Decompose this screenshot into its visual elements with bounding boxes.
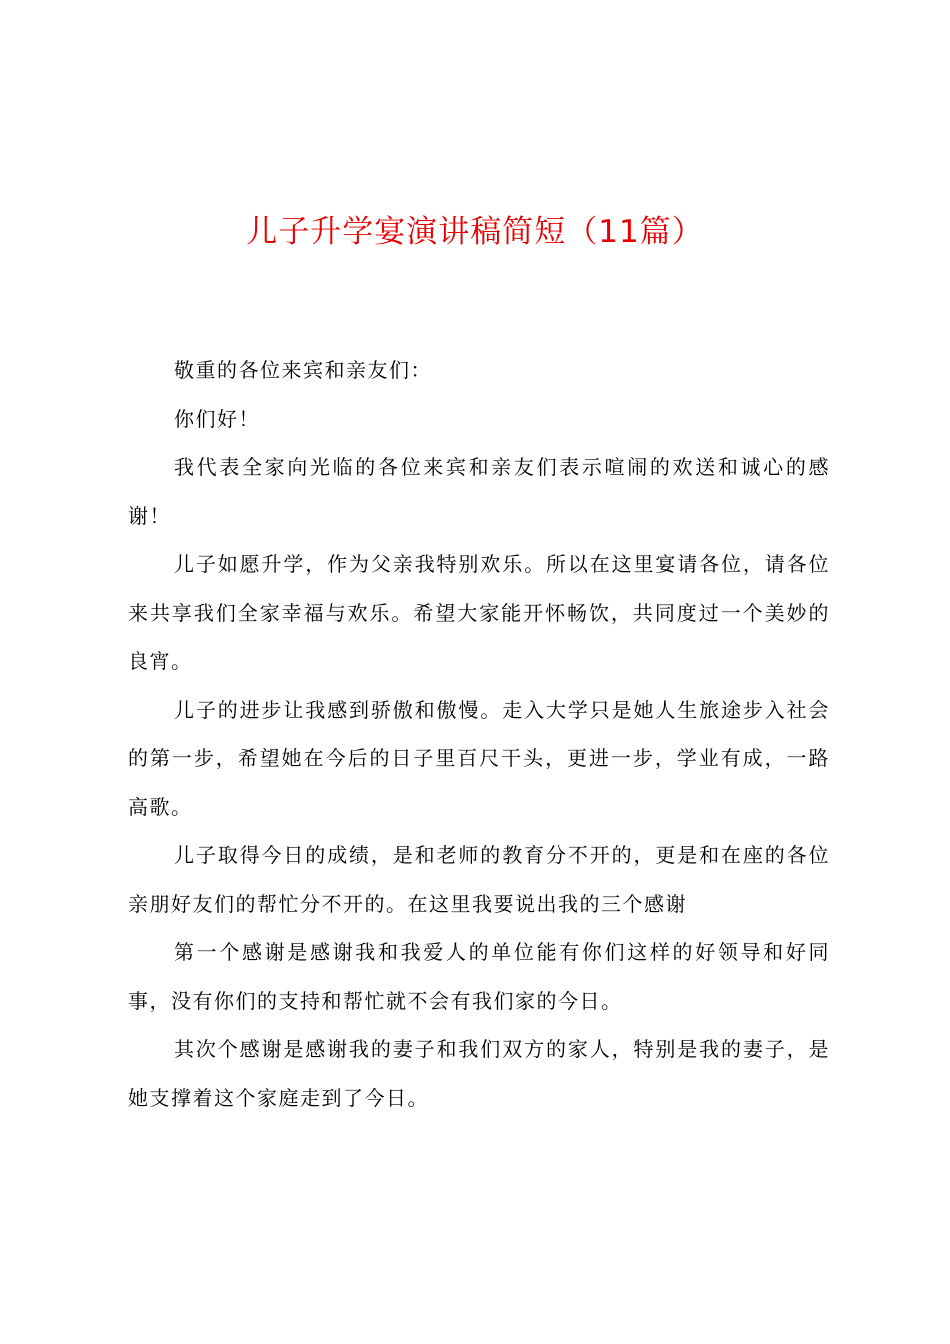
document-body xyxy=(128,346,830,1122)
paragraph-greeting: 你们好！ xyxy=(174,406,260,431)
paragraph-second-thanks: 其次个感谢是感谢我的妻子和我们双方的家人，特别是我的妻子，是她支撑着这个家庭走到了今日。 xyxy=(128,1037,830,1110)
paragraph-celebration: 儿子如愿升学，作为父亲我特别欢乐。所以在这里宴请各位，请各位来共享我们全家幸福与欢乐。希望大家能开怀畅饮，共同度过一个美妙的良宵。 xyxy=(128,552,830,673)
document-title: 儿子升学宴演讲稿简短（11篇） xyxy=(246,214,704,250)
paragraph-welcome: 我代表全家向光临的各位来宾和亲友们表示喧闹的欢送和诚心的感谢！ xyxy=(128,455,830,528)
paragraph-pride: 儿子的进步让我感到骄傲和傲慢。走入大学只是她人生旅途步入社会的第一步，希望她在今后的日子里百尺干头，更进一步，学业有成，一路高歌。 xyxy=(128,697,830,819)
paragraph-first-thanks: 第一个感谢是感谢我和我爱人的单位能有你们这样的好领导和好同事，没有你们的支持和帮忙就不会有我们家的今日。 xyxy=(128,940,830,1013)
paragraph-achievement: 儿子取得今日的成绩，是和老师的教育分不开的，更是和在座的各位亲朋好友们的帮忙分不开的。在这里我要说出我的三个感谢 xyxy=(128,843,830,916)
paragraph-salutation: 敬重的各位来宾和亲友们： xyxy=(174,358,432,382)
